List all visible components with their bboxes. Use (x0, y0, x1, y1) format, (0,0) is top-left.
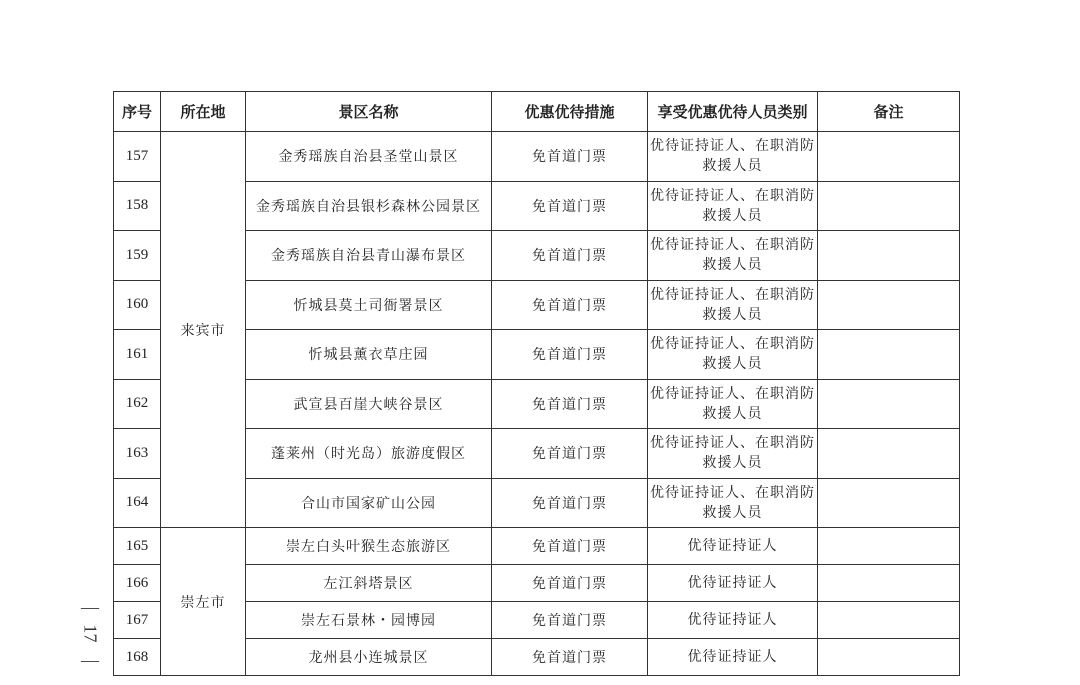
eligible-category (648, 639, 818, 676)
scenic-name: 蓬莱州（时光岛）旅游度假区 (246, 429, 492, 479)
table-row (114, 528, 960, 565)
category-line: 救援人员 (702, 455, 763, 472)
discount-measure: 免首道门票 (492, 639, 648, 676)
row-index: 163 (114, 429, 161, 479)
row-index: 161 (114, 330, 161, 380)
remarks-cell (818, 478, 960, 528)
scenic-name: 忻城县莫土司衙署景区 (246, 280, 492, 330)
category-line: 救援人员 (702, 207, 763, 224)
category-line: 救援人员 (702, 158, 763, 175)
page-number (78, 588, 102, 678)
eligible-category (648, 132, 818, 182)
remarks-cell (818, 132, 960, 182)
category-line: 优待证持证人 (687, 612, 778, 628)
category-line: 优待证持证人、在职消防 (650, 385, 815, 402)
discount-measure: 免首道门票 (492, 330, 648, 380)
remarks-cell (818, 181, 960, 231)
header-index: 序号 (114, 92, 161, 132)
row-index: 165 (114, 528, 161, 565)
category-line: 优待证持证人 (687, 538, 778, 554)
eligible-category (648, 528, 818, 565)
eligible-category (648, 602, 818, 639)
row-index: 166 (114, 565, 161, 602)
city-cell: 崇左市 (161, 528, 246, 676)
header-scenic-name: 景区名称 (246, 92, 492, 132)
table-body (114, 132, 960, 676)
header-category: 享受优惠优待人员类别 (648, 92, 818, 132)
table-row (114, 132, 960, 182)
category-line: 救援人员 (702, 306, 763, 323)
scenic-name: 忻城县薰衣草庄园 (246, 330, 492, 380)
scenic-name: 金秀瑶族自治县圣堂山景区 (246, 132, 492, 182)
remarks-cell (818, 429, 960, 479)
eligible-category (648, 565, 818, 602)
discount-measure: 免首道门票 (492, 478, 648, 528)
header-location: 所在地 (161, 92, 246, 132)
remarks-cell (818, 231, 960, 281)
eligible-category (648, 478, 818, 528)
row-index: 159 (114, 231, 161, 281)
remarks-cell (818, 639, 960, 676)
scenic-name: 崇左白头叶猴生态旅游区 (246, 528, 492, 565)
category-line: 优待证持证人、在职消防 (650, 187, 815, 204)
category-line: 优待证持证人 (687, 649, 778, 665)
scenic-name: 武宣县百崖大峡谷景区 (246, 379, 492, 429)
category-line: 优待证持证人、在职消防 (650, 138, 815, 155)
page-number-value: 17 (80, 624, 101, 642)
discount-measure: 免首道门票 (492, 602, 648, 639)
scenic-name: 龙州县小连城景区 (246, 639, 492, 676)
eligible-category (648, 429, 818, 479)
category-line: 优待证持证人、在职消防 (650, 336, 815, 353)
category-line: 救援人员 (702, 504, 763, 521)
scenic-name: 金秀瑶族自治县青山瀑布景区 (246, 231, 492, 281)
remarks-cell (818, 330, 960, 380)
discount-measure: 免首道门票 (492, 528, 648, 565)
category-line: 优待证持证人、在职消防 (650, 484, 815, 501)
remarks-cell (818, 379, 960, 429)
scenic-name: 金秀瑶族自治县银杉森林公园景区 (246, 181, 492, 231)
eligible-category (648, 280, 818, 330)
eligible-category (648, 231, 818, 281)
remarks-cell (818, 528, 960, 565)
category-line: 优待证持证人、在职消防 (650, 286, 815, 303)
row-index: 160 (114, 280, 161, 330)
remarks-cell (818, 602, 960, 639)
category-line: 优待证持证人、在职消防 (650, 435, 815, 452)
page-number-dash-top: — (81, 596, 99, 617)
discount-measure: 免首道门票 (492, 429, 648, 479)
category-line: 救援人员 (702, 405, 763, 422)
eligible-category (648, 379, 818, 429)
eligible-category (648, 181, 818, 231)
eligible-category (648, 330, 818, 380)
row-index: 164 (114, 478, 161, 528)
discount-measure: 免首道门票 (492, 231, 648, 281)
scenic-name: 合山市国家矿山公园 (246, 478, 492, 528)
page-number-dash-bottom: — (81, 649, 99, 670)
discount-measure: 免首道门票 (492, 132, 648, 182)
row-index: 167 (114, 602, 161, 639)
discount-measure: 免首道门票 (492, 280, 648, 330)
row-index: 162 (114, 379, 161, 429)
remarks-cell (818, 565, 960, 602)
scenic-discount-table (113, 91, 960, 676)
header-remarks: 备注 (818, 92, 960, 132)
discount-measure: 免首道门票 (492, 181, 648, 231)
scenic-name: 崇左石景林・园博园 (246, 602, 492, 639)
remarks-cell (818, 280, 960, 330)
discount-measure: 免首道门票 (492, 379, 648, 429)
category-line: 救援人员 (702, 356, 763, 373)
discount-measure: 免首道门票 (492, 565, 648, 602)
category-line: 救援人员 (702, 257, 763, 274)
table-header-row (114, 92, 960, 132)
category-line: 优待证持证人、在职消防 (650, 237, 815, 254)
category-line: 优待证持证人 (687, 575, 778, 591)
scenic-name: 左江斜塔景区 (246, 565, 492, 602)
row-index: 158 (114, 181, 161, 231)
row-index: 157 (114, 132, 161, 182)
header-measure: 优惠优待措施 (492, 92, 648, 132)
city-cell: 来宾市 (161, 132, 246, 528)
row-index: 168 (114, 639, 161, 676)
